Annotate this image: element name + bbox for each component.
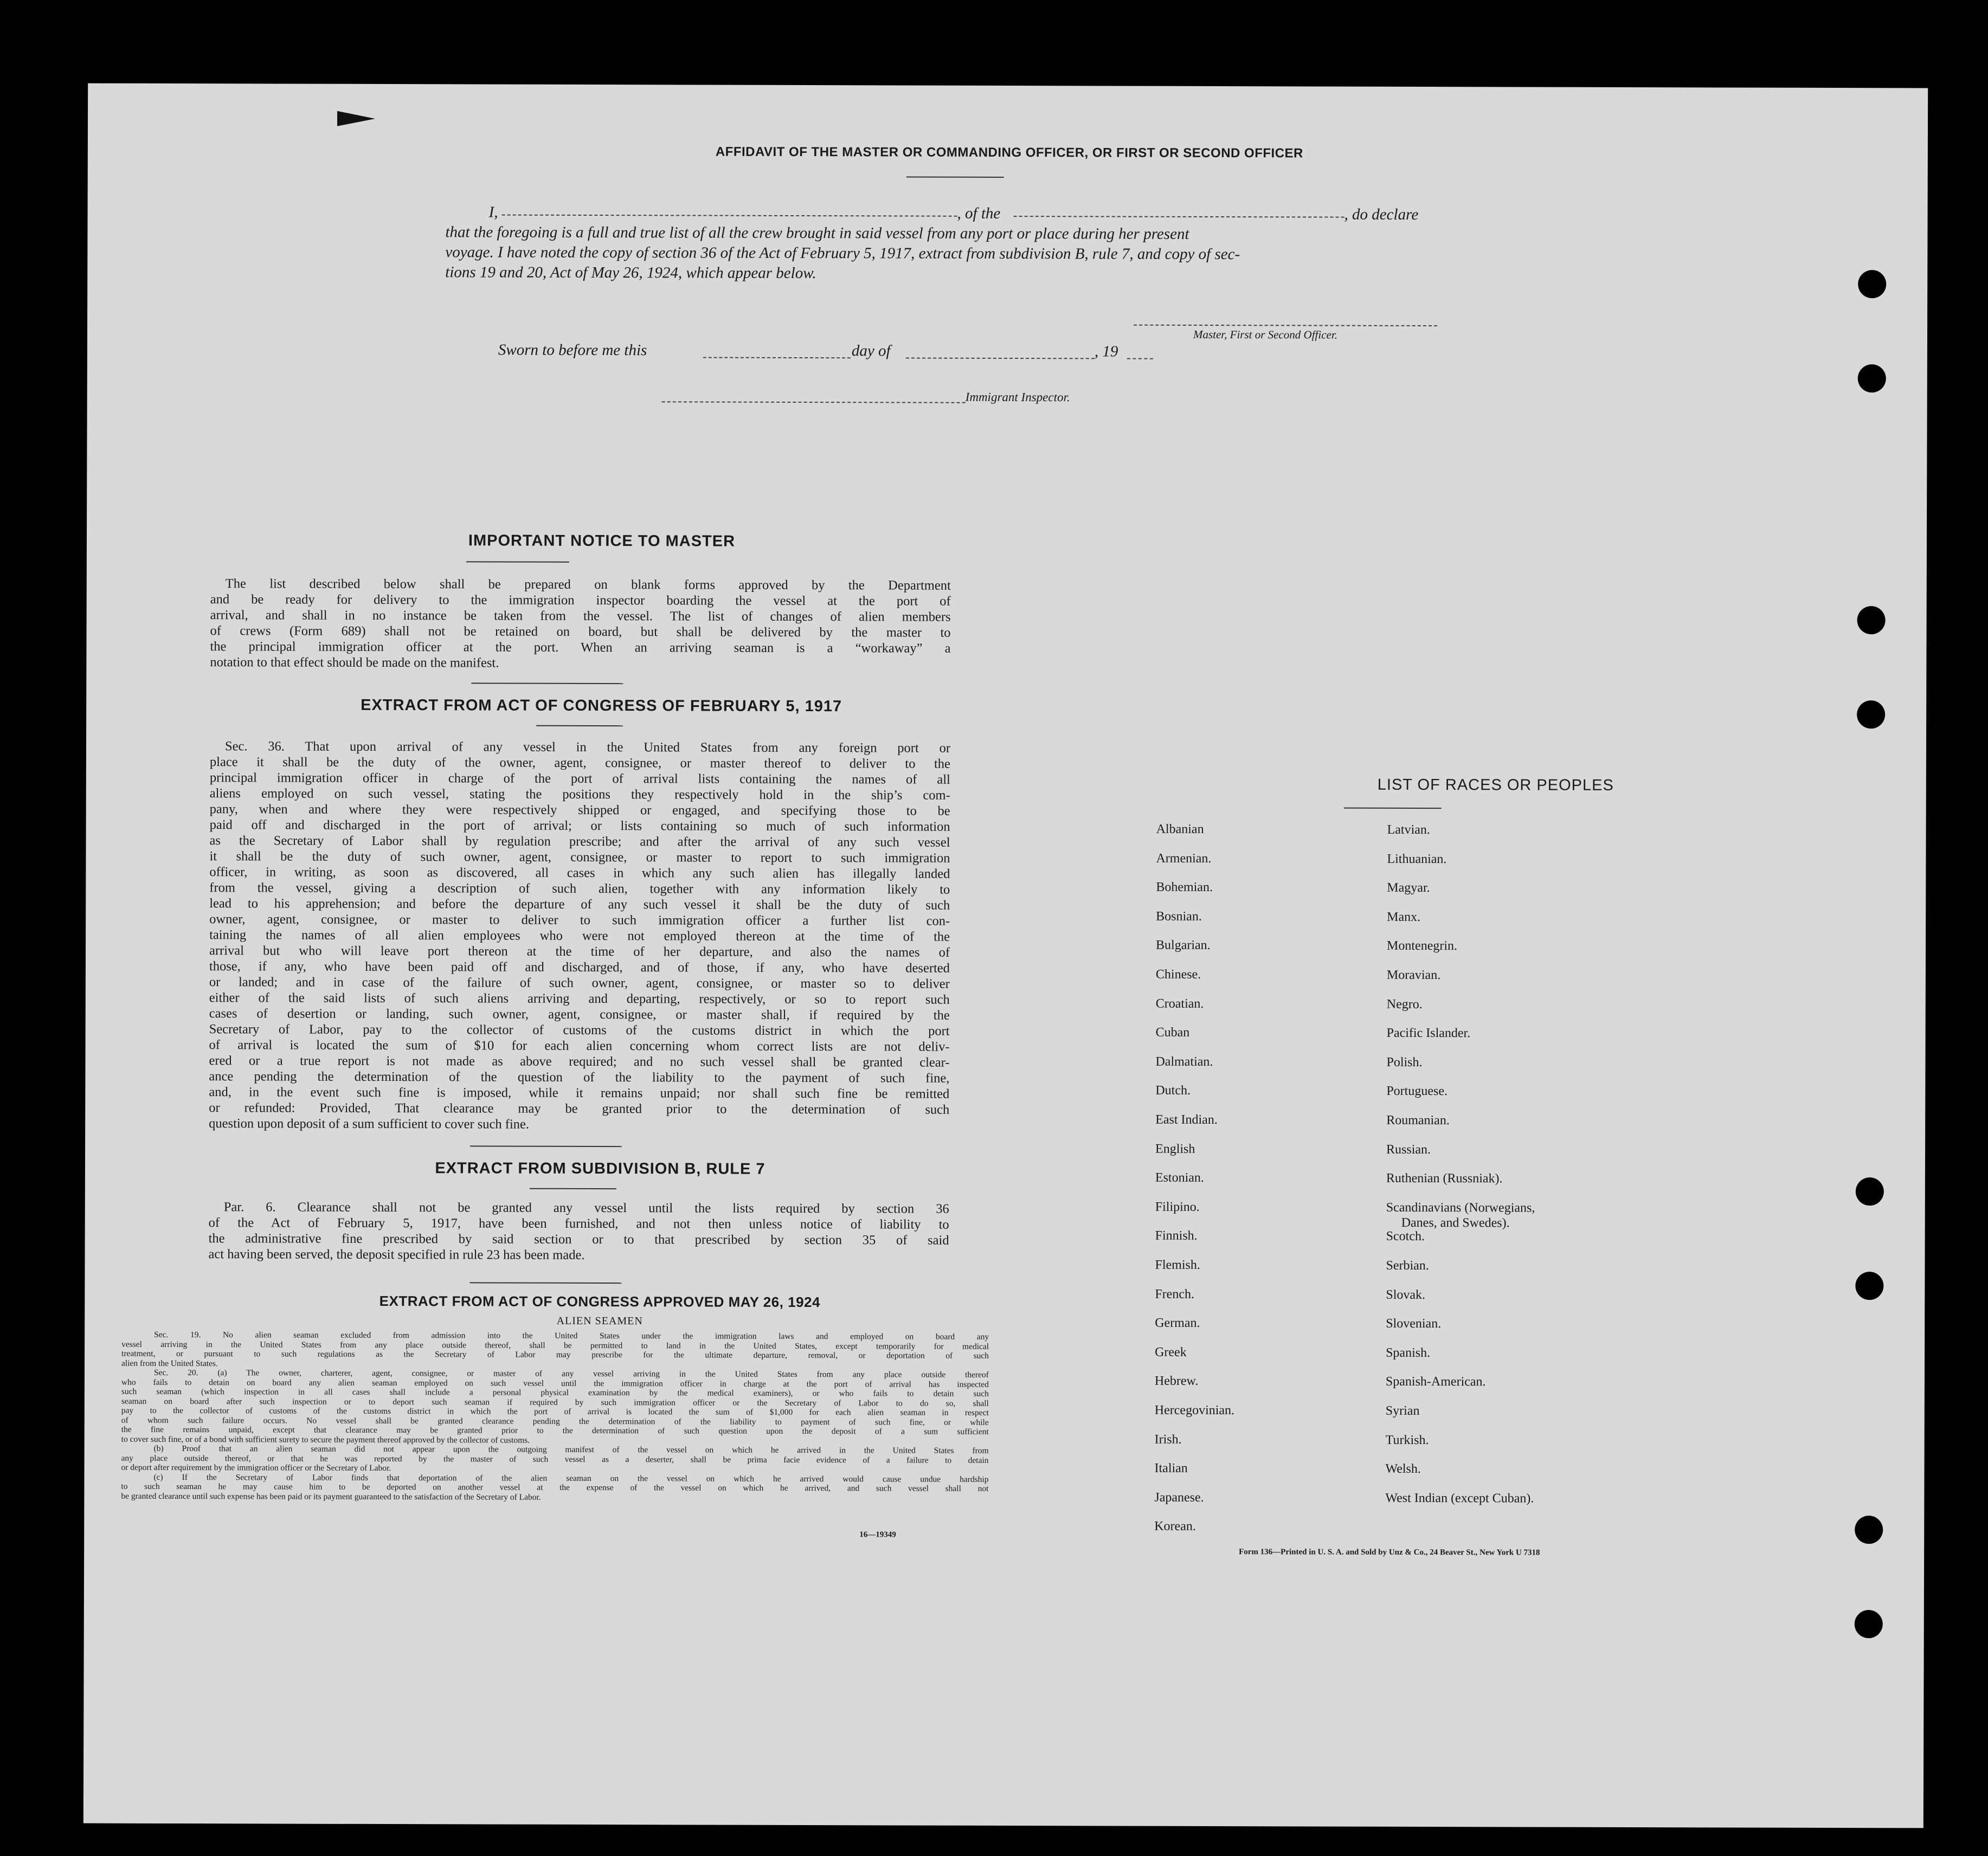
sworn-year-blank[interactable] [1127, 358, 1153, 359]
sworn-mid: day of [851, 342, 891, 360]
sworn-line [498, 341, 1257, 365]
divider [1344, 808, 1442, 809]
extract-line: principal immigration officer in charge of the port of arrival lists containing the names of all [209, 770, 950, 787]
rule7-line: the administrative fine prescribed by said section or to that prescribed by section 35 of said [208, 1231, 949, 1248]
race-item: Ruthenian (Russniak). [1386, 1171, 1503, 1186]
race-item: Spanish. [1386, 1345, 1431, 1360]
races-left-column [1154, 822, 1373, 1534]
sworn-day-blank[interactable] [703, 357, 851, 359]
sworn-month-blank[interactable] [906, 358, 1095, 359]
race-item: English [1155, 1142, 1195, 1156]
extract-line: as the Secretary of Labor shall by regulation prescribe; and after the arrival of any such vessel [209, 833, 950, 850]
race-item: Bulgarian. [1156, 938, 1211, 953]
race-item: Filipino. [1155, 1200, 1200, 1214]
race-item: Irish. [1154, 1432, 1182, 1447]
seaman-line: Sec. 19. No alien seaman excluded from admission into the United States under the immigration laws and employed on board any [154, 1330, 989, 1342]
extract-1924-subtitle: ALIEN SEAMEN [556, 1314, 643, 1327]
race-item: Chinese. [1155, 967, 1201, 982]
race-item: Negro. [1386, 997, 1423, 1011]
notice-line: notation to that effect should be made on the manifest. [210, 655, 499, 671]
rule7-title: EXTRACT FROM SUBDIVISION B, RULE 7 [435, 1159, 765, 1178]
extract-line: cases of desertion or landing, such owner, agent, consignee, or master shall, if required by the [209, 1006, 950, 1023]
race-item: Lithuanian. [1387, 852, 1447, 866]
punch-hole [1855, 1272, 1883, 1300]
extract-line: those, if any, who have been paid off and discharged, and of those, if any, who have deserted [209, 959, 950, 976]
extract-line: lead to his apprehension; and before the departure of any such vessel it shall be the duty of such [209, 896, 950, 913]
notice-line: The list described below shall be prepared on blank forms approved by the Department [225, 576, 951, 593]
race-item: Polish. [1386, 1055, 1423, 1069]
seaman-line: vessel arriving in the United States from any place outside thereof, shall be permitted to land in the United States, except temporarily for medical [121, 1339, 989, 1351]
seaman-line: seaman on board after such inspection or to deport such seaman if required by such immigration officer or the Secretary of Labor to do so, shall [121, 1396, 989, 1408]
notice-line: and be ready for delivery to the immigration inspector boarding the vessel at the port of [210, 592, 951, 609]
punch-hole [1858, 270, 1886, 298]
seaman-line: be granted clearance until such expense has been paid or its payment guaranteed to the satisfaction of the Secretary of Labor. [121, 1491, 541, 1502]
affidavit-line3: voyage. I have noted the copy of section 36 of the Act of February 5, 1917, extract from subdivision B, rule 7, and copy of sec- [445, 243, 1240, 263]
master-name-blank[interactable] [502, 215, 957, 217]
inspector-label: Immigrant Inspector. [965, 390, 1070, 404]
race-item: Armenian. [1156, 851, 1212, 866]
race-item: Manx. [1387, 910, 1421, 924]
seaman-line: pay to the collector of customs of the customs district in which the port of arrival is located the sum of $1,000 for each alien seaman in respect [121, 1406, 989, 1417]
race-item: Montenegrin. [1387, 939, 1458, 953]
vessel-name-blank[interactable] [1014, 216, 1344, 218]
extract-line: officer, in writing, as soon as discovered, all cases in which any such alien has illegally landed [209, 865, 950, 881]
extract-line: place it shall be the duty of the owner, agent, consignee, or master thereof to deliver to the [209, 755, 950, 771]
race-item: Estonian. [1155, 1170, 1204, 1185]
rule7-line: act having been served, the deposit specified in rule 23 has been made. [208, 1247, 585, 1262]
divider [469, 1282, 621, 1284]
seaman-line: to such seaman he may cause him to be deported on another vessel at the expense of the vessel on which he arrived, and such vessel shall not [121, 1481, 989, 1493]
race-item: Pacific Islander. [1386, 1026, 1471, 1041]
extract-line: owner, agent, consignee, or master to deliver to such immigration officer a further list con- [209, 912, 950, 929]
affidavit-line1-mid: , of the [957, 204, 1001, 222]
extract-1924-body [121, 1330, 989, 1503]
document-page [83, 83, 1928, 1828]
punch-hole [1858, 364, 1886, 392]
race-item: Greek [1155, 1345, 1187, 1359]
race-item: Japanese. [1154, 1490, 1204, 1505]
seaman-line: (c) If the Secretary of Labor finds that deportation of the alien seaman on the vessel on which he arrived would cause undue hardship [153, 1472, 989, 1484]
notice-title: IMPORTANT NOTICE TO MASTER [468, 532, 736, 550]
seaman-line: alien from the United States. [121, 1358, 218, 1368]
race-item: Moravian. [1386, 968, 1441, 983]
seaman-line: any place outside thereof, or that he was reported by the master of such vessel as a deserter, shall be prima facie evidence of a failure to detain [121, 1453, 989, 1465]
race-item: Turkish. [1385, 1433, 1429, 1447]
extract-line: or refunded: Provided, That clearance may be granted prior to the determination of such [209, 1100, 950, 1117]
signature-line[interactable] [1134, 325, 1437, 326]
extract-line: Secretary of Labor, pay to the collector of customs of the customs district in which the port [209, 1022, 950, 1039]
race-item: Albanian [1156, 822, 1204, 836]
extract-1924-title: EXTRACT FROM ACT OF CONGRESS APPROVED MAY 26, 1924 [379, 1292, 821, 1311]
notice-line: arrival, and shall in no instance be taken from the vessel. The list of changes of alien members [210, 608, 951, 624]
form-code: 16—19349 [859, 1530, 896, 1539]
divider [471, 682, 623, 684]
notice-body [210, 576, 950, 672]
seaman-line: such seaman (which inspection in all cases shall include a personal physical examination by the medical examiners), or who fails to detain such [121, 1387, 989, 1399]
race-item: Croatian. [1155, 996, 1204, 1011]
sworn-end: , 19 [1094, 343, 1118, 360]
races-title: LIST OF RACES OR PEOPLES [1377, 776, 1614, 794]
extract-1917-body [209, 738, 950, 1133]
extract-line: taining the names of all alien employees who were not employed thereon at the time of the [209, 927, 950, 944]
notice-line: the principal immigration officer at the port. When an arriving seaman is a “workaway” a [210, 639, 951, 656]
arrow-mark-icon [337, 111, 375, 126]
race-item: Spanish-American. [1385, 1375, 1486, 1389]
race-item: Roumanian. [1386, 1113, 1450, 1128]
extract-line: ered or a true report is not made as above required; and no such vessel shall be granted clear- [209, 1053, 950, 1070]
seaman-line: treatment, or pursuant to such regulations as the Secretary of Labor may prescribe for the ultimate departure, removal, or deportation of such [121, 1349, 989, 1361]
extract-line: aliens employed on such vessel, stating the positions they respectively hold in the ship’s com- [209, 786, 950, 803]
seaman-line: Sec. 20. (a) The owner, charterer, agent, consignee, or master of any vessel arriving in the United States from any place outside thereof [153, 1368, 989, 1380]
rule7-line: Par. 6. Clearance shall not be granted any vessel until the lists required by section 36 [223, 1200, 949, 1216]
race-item: Italian [1154, 1461, 1188, 1476]
extract-line: ance pending the determination of the question of the liability to the payment of such fine, [209, 1069, 950, 1086]
seaman-line: who fails to detain on board any alien seaman employed on such vessel until the immigration officer in charge at the port of arrival has inspected [121, 1377, 989, 1389]
divider [906, 177, 1004, 178]
race-item: Hercegovinian. [1154, 1403, 1235, 1418]
rule7-body [209, 1199, 949, 1264]
race-item: Cuban [1155, 1025, 1190, 1040]
race-item: Slovenian. [1386, 1317, 1442, 1331]
divider [530, 1188, 616, 1189]
punch-hole [1856, 1177, 1884, 1206]
race-item: Scandinavians (Norwegians, [1386, 1200, 1535, 1215]
race-item: Bosnian. [1156, 909, 1202, 924]
race-item: Slovak. [1386, 1287, 1426, 1302]
divider [536, 725, 623, 726]
inspector-line[interactable] [662, 401, 966, 403]
extract-line: it shall be the duty of such owner, agent, consignee, or master to report to such immigration [209, 849, 950, 866]
printer-footer: Form 136—Printed in U. S. A. and Sold by Unz & Co., 24 Beaver St., New York U 7318 [1239, 1548, 1540, 1557]
sworn-start: Sworn to before me this [498, 341, 647, 359]
extract-line: either of the said lists of such aliens arriving and departing, respectively, or so to report such [209, 990, 950, 1007]
punch-hole [1857, 606, 1886, 634]
affidavit-line2: that the foregoing is a full and true list of all the crew brought in said vessel from any port or place during her present [445, 223, 1189, 243]
divider [466, 561, 569, 562]
affidavit-line4: tions 19 and 20, Act of May 26, 1924, which appear below. [445, 263, 816, 282]
race-item: Latvian. [1387, 822, 1430, 837]
race-item: Korean. [1154, 1519, 1196, 1534]
race-item: East Indian. [1155, 1112, 1218, 1127]
extract-line: of arrival is located the sum of $10 for each alien concerning whom correct lists are not deliv- [209, 1037, 950, 1054]
extract-line: from the vessel, giving a description of such alien, together with any information likely to [209, 880, 950, 897]
race-item: Syrian [1385, 1403, 1420, 1419]
race-item: Russian. [1386, 1142, 1431, 1157]
affidavit-line1-start: I, [488, 203, 498, 221]
race-item: Scotch. [1386, 1229, 1425, 1244]
extract-line: pany, when and where they were respectively shipped or engaged, and specifying those to be [209, 802, 950, 819]
race-item: West Indian (except Cuban). [1385, 1491, 1534, 1506]
signature-label: Master, First or Second Officer. [1193, 327, 1338, 341]
race-item: Danes, and Swedes). [1401, 1215, 1510, 1230]
race-item: Dutch. [1155, 1084, 1191, 1098]
race-item: Finnish. [1155, 1229, 1198, 1243]
divider [470, 1145, 622, 1147]
race-item: Welsh. [1385, 1462, 1421, 1477]
race-item: Portuguese. [1386, 1084, 1448, 1099]
extract-line: paid off and discharged in the port of arrival; or lists containing so much of such information [209, 817, 950, 834]
extract-line: arrival but who will leave port thereon at the time of her departure, and also the names of [209, 943, 950, 960]
punch-hole [1855, 1610, 1883, 1638]
seaman-line: (b) Proof that an alien seaman did not appear upon the outgoing manifest of the vessel on which he arrived in the United States from [153, 1443, 989, 1455]
race-item: German. [1155, 1316, 1200, 1331]
extract-line: or landed; and in case of the failure of such owner, agent, consignee, or master so to deliver [209, 975, 950, 991]
affidavit-text [445, 202, 1562, 285]
extract-line: Sec. 36. That upon arrival of any vessel in the United States from any foreign port or [224, 739, 951, 756]
seaman-line: or deport after requirement by the immigration officer or the Secretary of Labor. [121, 1462, 391, 1473]
rule7-line: of the Act of February 5, 1917, have been furnished, and not then unless notice of liability to [208, 1215, 949, 1232]
race-item: Flemish. [1155, 1258, 1200, 1272]
seaman-line: the fine remains unpaid, except that clearance may be granted prior to the determination of such question upon the deposit of a sum sufficient [121, 1425, 989, 1436]
race-item: Magyar. [1387, 881, 1430, 895]
extract-1917-title: EXTRACT FROM ACT OF CONGRESS OF FEBRUARY 5, 1917 [361, 696, 842, 716]
race-item: Hebrew. [1154, 1374, 1199, 1389]
punch-hole [1855, 1516, 1883, 1544]
race-item: Dalmatian. [1155, 1054, 1213, 1069]
extract-line: question upon deposit of a sum sufficient to cover such fine. [209, 1116, 530, 1132]
races-right-column [1385, 823, 1712, 1529]
affidavit-title: AFFIDAVIT OF THE MASTER OR COMMANDING OFFICER, OR FIRST OR SECOND OFFICER [715, 144, 1303, 161]
seaman-line: of whom such failure occurs. No vessel shall be granted clearance pending the determination of the liability to payment of such fine, or while [121, 1415, 989, 1427]
race-item: Bohemian. [1156, 880, 1213, 895]
punch-hole [1857, 700, 1885, 729]
race-item: Serbian. [1386, 1258, 1429, 1273]
seaman-line: to cover such fine, or of a bond with sufficient surety to secure the payment thereof approved by the collector of customs. [121, 1434, 530, 1445]
extract-line: and, in the event such fine is imposed, while it remains unpaid; nor shall such fine be remitted [209, 1085, 950, 1101]
race-item: French. [1155, 1287, 1195, 1301]
notice-line: of crews (Form 689) shall not be retained on board, but shall be delivered by the master to [210, 623, 951, 640]
affidavit-line1-end: , do declare [1344, 205, 1419, 223]
